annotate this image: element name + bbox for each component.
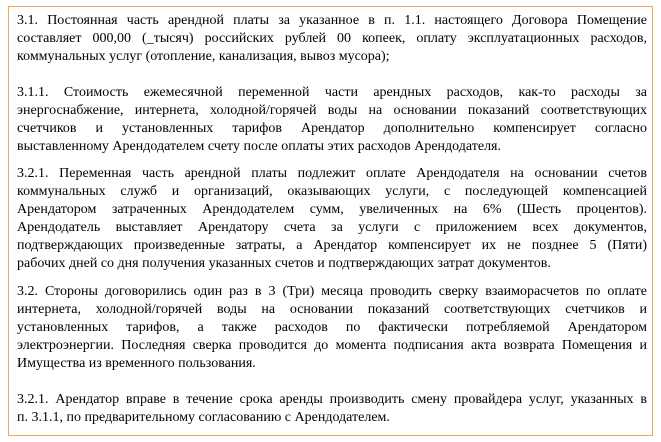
text-line: п. 3.1.1, по предварительному согласованию с Арендодателем.: [17, 410, 390, 425]
paragraph-3-1-1: [17, 84, 647, 156]
text-line: установленных тарифов, а также расходов по фактически потребляемой Арендатором: [17, 320, 647, 335]
text-line: Арендатором затраченных Арендодателем сумм, увеличенных на 6% (Шесть процентов).: [17, 202, 647, 217]
paragraph-3-2: [17, 283, 647, 373]
text-line: 3.1. Постоянная часть арендной платы за указанное в п. 1.1. настоящего Договора Помещение: [17, 13, 647, 28]
text-line: электроэнергии. Последняя сверка проводится до момента подписания акта возврата Помещения и: [17, 338, 647, 353]
text-line: интернета, холодной/горячей воды на основании показаний соответствующих счетчиков и: [17, 302, 647, 317]
text-line: коммунальных услуг (отопление, канализация, вывоз мусора);: [17, 49, 390, 64]
text-line: счетчиков и установленных тарифов Арендатор дополнительно компенсирует согласно: [17, 121, 647, 136]
text-line: рабочих дней со дня получения указанных счетов и подтверждающих затрат документов.: [17, 256, 551, 271]
paragraph-3-2-1-provider: [17, 391, 647, 427]
text-line: подтверждающих произведенные затраты, а Арендатор компенсирует их не позднее 5 (Пяти): [17, 238, 647, 253]
text-line: 3.2. Стороны договорились один раз в 3 (Три) месяца проводить сверку взаиморасчетов по оплате: [17, 284, 647, 299]
paragraph-3-2-1-variable: [17, 165, 647, 273]
text-line: Арендодатель выставляет Арендатору счета за услуги с приложением всех документов,: [17, 220, 647, 235]
text-line: выставленному Арендодателем счету после оплаты этих расходов Арендодателя.: [17, 139, 501, 154]
text-line: 3.2.1. Переменная часть арендной платы подлежит оплате Арендодателя на основании счетов: [17, 166, 647, 181]
text-line: коммунальных служб и организаций, оказывающих услуги, с последующей компенсацией: [17, 184, 647, 199]
document-frame: [8, 6, 653, 436]
text-line: 3.1.1. Стоимость ежемесячной переменной части арендных расходов, как-то расходы за: [17, 85, 647, 100]
text-line: 3.2.1. Арендатор вправе в течение срока аренды производить смену провайдера услуг, указанных в: [17, 392, 647, 407]
paragraph-3-1: [17, 12, 647, 66]
text-line: энергоснабжение, интернета, холодной/горячей воды на основании показаний соответствующих: [17, 103, 647, 118]
text-line: составляет 000,00 (_тысяч) российских рублей 00 копеек, оплату эксплуатационных расходов,: [17, 31, 647, 46]
text-line: Имущества из временного пользования.: [17, 356, 256, 371]
